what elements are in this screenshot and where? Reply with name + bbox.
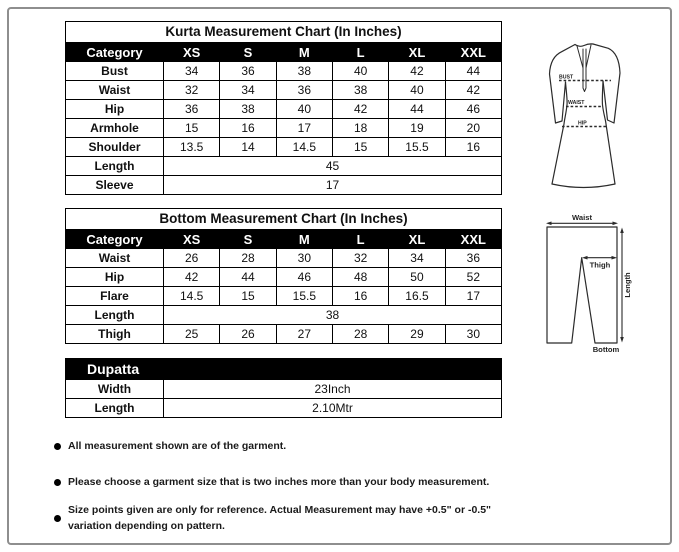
- table-row: [66, 325, 502, 344]
- table-row: [66, 380, 502, 399]
- table-title-row: [66, 209, 502, 230]
- category-cell: Length: [66, 399, 164, 418]
- column-header: XL: [389, 43, 445, 62]
- table-row: [66, 249, 502, 268]
- value-cell: 27: [276, 325, 332, 344]
- value-cell: 26: [164, 249, 220, 268]
- value-cell: 42: [332, 100, 388, 119]
- table-title: Kurta Measurement Chart (In Inches): [66, 22, 502, 43]
- table-header-row: [66, 230, 502, 249]
- pants-waist-arrowhead-left: [546, 222, 552, 226]
- pants-waist-arrowhead-right: [613, 222, 619, 226]
- pants-thigh-arrowhead-left: [582, 256, 588, 260]
- kurta-diagram: [543, 24, 643, 196]
- value-cell: 16: [445, 138, 501, 157]
- value-cell: 15.5: [276, 287, 332, 306]
- value-cell: 34: [389, 249, 445, 268]
- pants-length-label: Length: [623, 272, 632, 298]
- value-cell: 40: [332, 62, 388, 81]
- value-cell: 17: [276, 119, 332, 138]
- value-cell: 40: [276, 100, 332, 119]
- kurta-body-left: [552, 82, 567, 184]
- value-cell: 16: [332, 287, 388, 306]
- value-cell: 52: [445, 268, 501, 287]
- value-cell: 44: [445, 62, 501, 81]
- column-header: M: [276, 230, 332, 249]
- value-cell: 40: [389, 81, 445, 100]
- category-cell: Waist: [66, 249, 164, 268]
- value-cell: 46: [276, 268, 332, 287]
- column-header: M: [276, 43, 332, 62]
- table-row: [66, 306, 502, 325]
- column-header: XS: [164, 43, 220, 62]
- value-cell: 32: [164, 81, 220, 100]
- table-row: [66, 100, 502, 119]
- value-cell: 42: [445, 81, 501, 100]
- table-title-row: [66, 22, 502, 43]
- bullet-icon: [54, 515, 61, 522]
- value-cell: 26: [220, 325, 276, 344]
- pants-thigh-arrowhead-right: [612, 256, 618, 260]
- table-row: [66, 399, 502, 418]
- column-header: Category: [66, 43, 164, 62]
- note-item: [54, 438, 534, 454]
- value-cell: 30: [276, 249, 332, 268]
- category-cell: Hip: [66, 268, 164, 287]
- value-cell: 14.5: [164, 287, 220, 306]
- note-item: [54, 474, 534, 490]
- value-cell: 38: [276, 62, 332, 81]
- note-item: [54, 502, 534, 534]
- table-row: [66, 81, 502, 100]
- value-cell: 16.5: [389, 287, 445, 306]
- value-cell: 29: [389, 325, 445, 344]
- kurta-hem: [552, 184, 615, 188]
- column-header: S: [220, 43, 276, 62]
- value-cell: 34: [164, 62, 220, 81]
- bottom-diagram: [538, 203, 678, 355]
- kurta-left-sleeve: [550, 45, 576, 124]
- column-header: XXL: [445, 230, 501, 249]
- note-text: All measurement shown are of the garment.: [68, 440, 287, 452]
- table-row: [66, 176, 502, 195]
- value-cell: 42: [164, 268, 220, 287]
- column-header: XL: [389, 230, 445, 249]
- pants-outline: [547, 227, 617, 343]
- category-cell: Hip: [66, 100, 164, 119]
- value-cell: 32: [332, 249, 388, 268]
- pants-length-arrowhead-bottom: [620, 337, 624, 343]
- value-cell: 20: [445, 119, 501, 138]
- category-cell: Armhole: [66, 119, 164, 138]
- kurta-placket: [577, 45, 591, 92]
- table-row: [66, 157, 502, 176]
- category-cell: Flare: [66, 287, 164, 306]
- table-header-row: [66, 43, 502, 62]
- value-cell: 15.5: [389, 138, 445, 157]
- value-cell: 28: [220, 249, 276, 268]
- pants-thigh-label: Thigh: [589, 260, 611, 270]
- value-cell: 14.5: [276, 138, 332, 157]
- value-cell: 16: [220, 119, 276, 138]
- value-cell: 15: [164, 119, 220, 138]
- category-cell: Bust: [66, 62, 164, 81]
- span-value-cell: 23Inch: [164, 380, 502, 399]
- table-row: [66, 138, 502, 157]
- span-value-cell: 45: [164, 157, 502, 176]
- category-cell: Shoulder: [66, 138, 164, 157]
- span-value-cell: 38: [164, 306, 502, 325]
- value-cell: 28: [332, 325, 388, 344]
- column-header: Category: [66, 230, 164, 249]
- value-cell: 36: [164, 100, 220, 119]
- value-cell: 36: [276, 81, 332, 100]
- value-cell: 36: [445, 249, 501, 268]
- kurta-measurement-table: [65, 21, 502, 195]
- value-cell: 15: [332, 138, 388, 157]
- value-cell: 18: [332, 119, 388, 138]
- category-cell: Waist: [66, 81, 164, 100]
- value-cell: 17: [445, 287, 501, 306]
- table-row: [66, 119, 502, 138]
- table-title: Bottom Measurement Chart (In Inches): [66, 209, 502, 230]
- value-cell: 44: [389, 100, 445, 119]
- table-row: [66, 287, 502, 306]
- kurta-waist-label: WAIST: [568, 100, 585, 106]
- value-cell: 15: [220, 287, 276, 306]
- pants-length-arrowhead-top: [620, 228, 624, 234]
- kurta-bust-label: BUST: [559, 74, 574, 81]
- category-cell: Sleeve: [66, 176, 164, 195]
- kurta-hip-label: HIP: [578, 120, 587, 127]
- span-value-cell: 17: [164, 176, 502, 195]
- bottom-measurement-table: [65, 208, 502, 344]
- dupatta-table: [65, 358, 502, 418]
- span-value-cell: 2.10Mtr: [164, 399, 502, 418]
- category-cell: Width: [66, 380, 164, 399]
- note-text: Size points given are only for reference. Actual Measurement may have +0.5" or -0.5" variation depending on pattern.: [68, 504, 492, 532]
- pants-waist-label: Waist: [572, 213, 592, 222]
- value-cell: 25: [164, 325, 220, 344]
- value-cell: 48: [332, 268, 388, 287]
- value-cell: 13.5: [164, 138, 220, 157]
- notes-list: [54, 438, 534, 534]
- column-header: L: [332, 230, 388, 249]
- value-cell: 38: [220, 100, 276, 119]
- column-header: XXL: [445, 43, 501, 62]
- bullet-icon: [54, 443, 61, 450]
- value-cell: 42: [389, 62, 445, 81]
- table-row: [66, 268, 502, 287]
- bullet-icon: [54, 479, 61, 486]
- value-cell: 30: [445, 325, 501, 344]
- value-cell: 34: [220, 81, 276, 100]
- value-cell: 46: [445, 100, 501, 119]
- table-title: Dupatta: [66, 359, 502, 380]
- value-cell: 19: [389, 119, 445, 138]
- pants-bottom-label: Bottom: [592, 345, 620, 354]
- column-header: L: [332, 43, 388, 62]
- category-cell: Length: [66, 306, 164, 325]
- value-cell: 50: [389, 268, 445, 287]
- category-cell: Thigh: [66, 325, 164, 344]
- column-header: S: [220, 230, 276, 249]
- value-cell: 36: [220, 62, 276, 81]
- table-row: [66, 62, 502, 81]
- column-header: XS: [164, 230, 220, 249]
- table-title-row: [66, 359, 502, 380]
- kurta-right-sleeve: [593, 44, 620, 123]
- note-text: Please choose a garment size that is two inches more than your body measurement.: [68, 476, 490, 488]
- value-cell: 38: [332, 81, 388, 100]
- category-cell: Length: [66, 157, 164, 176]
- value-cell: 14: [220, 138, 276, 157]
- value-cell: 44: [220, 268, 276, 287]
